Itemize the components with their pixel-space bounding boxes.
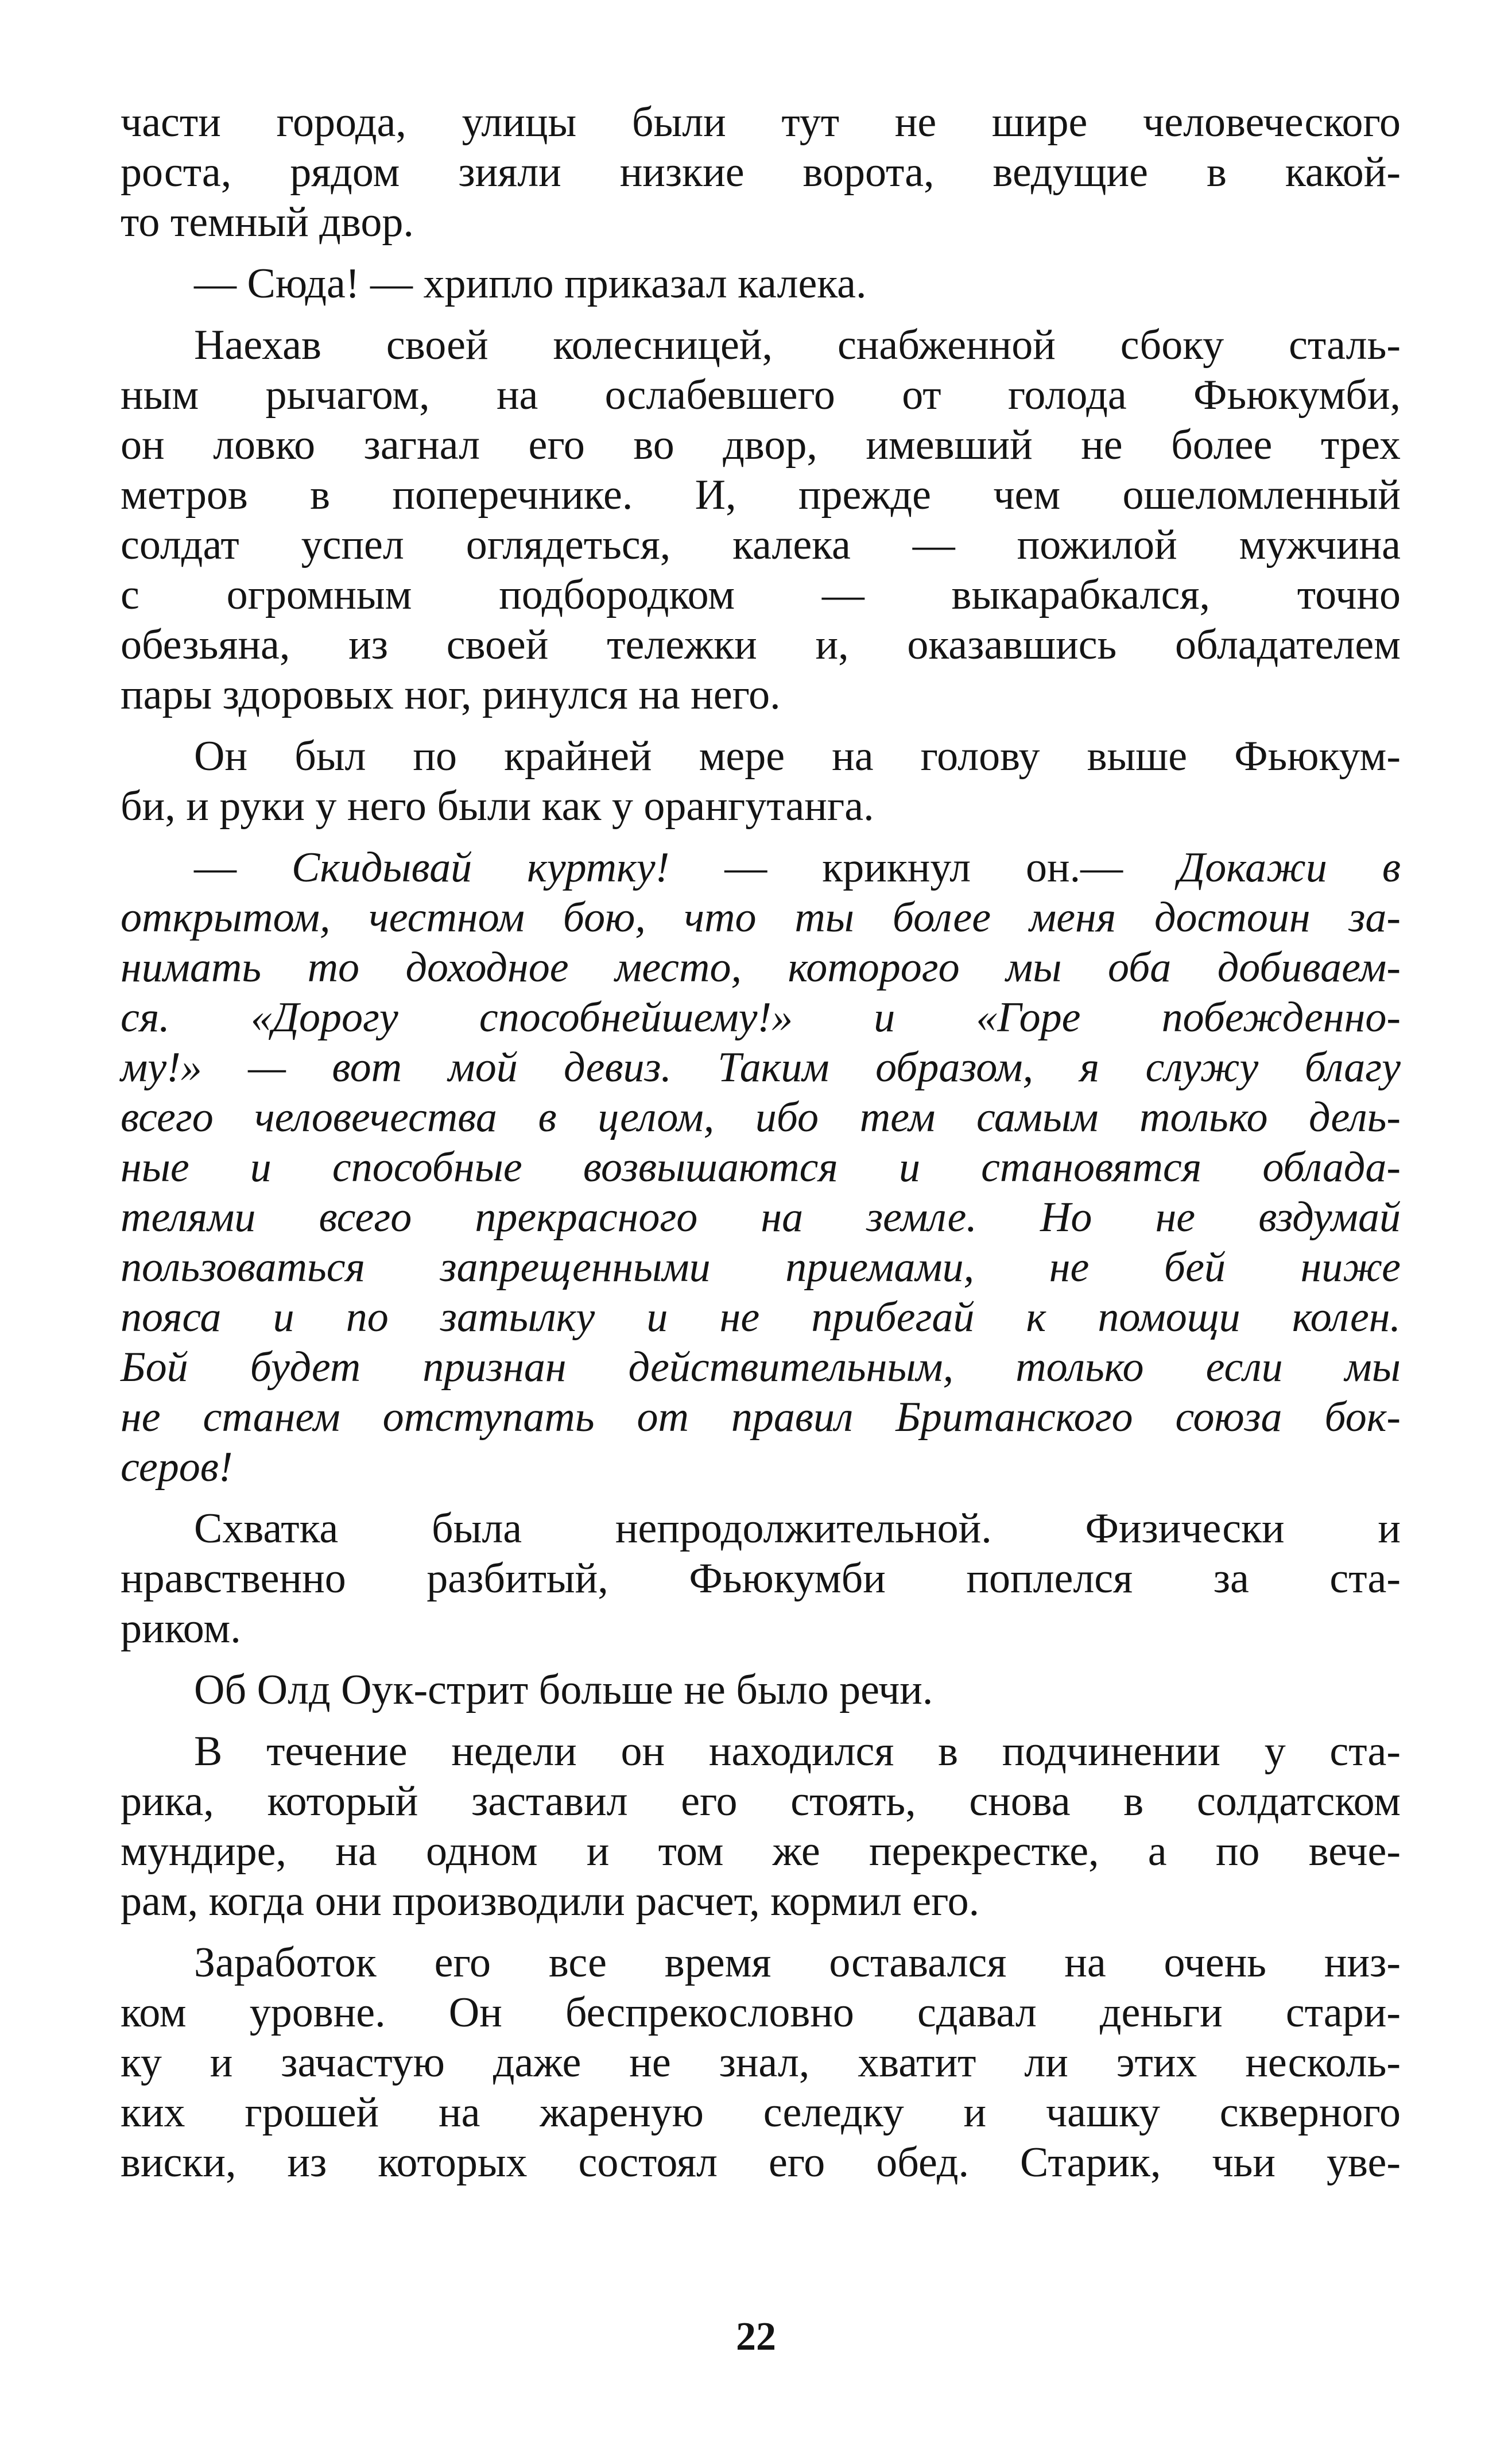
paragraph-dialogue [121,259,1401,309]
text-line: рика, который заставил его стоять, снова в солдатском [121,1778,1401,1825]
text-line: метров в поперечнике. И, прежде чем ошеломленный [121,471,1401,519]
speech-text: Докажи в [1178,844,1401,891]
page-number: 22 [736,2315,776,2359]
paragraph [121,1665,1401,1715]
text-line: ся. «Дорогу способнейшему!» и «Горе побежденно- [121,994,1401,1041]
text-line: части города, улицы были тут не шире человеческого [121,99,1401,146]
dash-text: — [194,844,292,891]
text-line: пояса и по затылку и не прибегай к помощи колен. [121,1294,1401,1341]
speech-text: Скидывай куртку! [292,844,670,891]
text-line: — Сюда! — хрипло приказал калека. [194,260,867,307]
text-line: виски, из которых состоял его обед. Старик, чьи уве- [121,2139,1401,2186]
text-line: Он был по крайней мере на голову выше Фьюкум- [194,733,1401,780]
text-line: солдат успел оглядеться, калека — пожилой мужчина [121,521,1401,568]
text-line: му!» — вот мой девиз. Таким образом, я служу благу [121,1044,1401,1091]
text-line: обезьяна, из своей тележки и, оказавшись обладателем [121,621,1401,668]
attribution-text: — крикнул он.— [669,844,1178,891]
text-line: мундире, на одном и том же перекрестке, а по вече- [121,1828,1401,1875]
text-line: то темный двор. [121,199,414,246]
text-line-mixed [121,843,1401,893]
text-line: ным рычагом, на ослабевшего от голода Фьюкумби, [121,372,1401,419]
text-line: Об Олд Оук-стрит больше не было речи. [194,1666,933,1713]
text-line: роста, рядом зияли низкие ворота, ведущие в какой- [121,149,1401,196]
text-line: нравственно разбитый, Фьюкумби поплелся за ста- [121,1555,1401,1602]
text-line: открытом, честном бою, что ты более меня достоин за- [121,894,1401,941]
text-line: всего человечества в целом, ибо тем самым только дель- [121,1094,1401,1141]
text-line: ные и способные возвышаются и становятся облада- [121,1144,1401,1191]
text-line: ких грошей на жареную селедку и чашку скверного [121,2089,1401,2136]
text-line: не станем отступать от правил Британского союза бок- [121,1394,1401,1441]
text-line: Схватка была непродолжительной. Физически и [194,1505,1401,1552]
text-line: с огромным подбородком — выкарабкался, точно [121,571,1401,618]
text-line: би, и руки у него были как у орангутанга. [121,783,874,830]
text-line: серов! [121,1444,233,1491]
text-line: Заработок его все время оставался на очень низ- [194,1939,1401,1986]
paragraph [121,1938,1401,2188]
book-page [121,98,1401,2354]
text-line: он ловко загнал его во двор, имевший не более трех [121,421,1401,469]
paragraph-continuation [121,98,1401,247]
text-line: рам, когда они производили расчет, кормил его. [121,1878,980,1925]
paragraph [121,1504,1401,1654]
paragraph [121,1727,1401,1927]
text-line: риком. [121,1605,241,1652]
text-line: Бой будет признан действительным, только если мы [121,1344,1401,1391]
paragraph [121,732,1401,831]
paragraph-speech [121,843,1401,1492]
text-line: нимать то доходное место, которого мы оба добиваем- [121,944,1401,991]
text-line: телями всего прекрасного на земле. Но не вздумай [121,1194,1401,1241]
text-line: В течение недели он находился в подчинении у ста- [194,1728,1401,1775]
paragraph [121,320,1401,720]
text-line: ком уровне. Он беспрекословно сдавал деньги стари- [121,1989,1401,2036]
text-line: Наехав своей колесницей, снабженной сбоку сталь- [194,322,1401,369]
text-line: пары здоровых ног, ринулся на него. [121,671,781,718]
text-line: пользоваться запрещенными приемами, не бей ниже [121,1244,1401,1291]
text-line: ку и зачастую даже не знал, хватит ли этих несколь- [121,2039,1401,2086]
